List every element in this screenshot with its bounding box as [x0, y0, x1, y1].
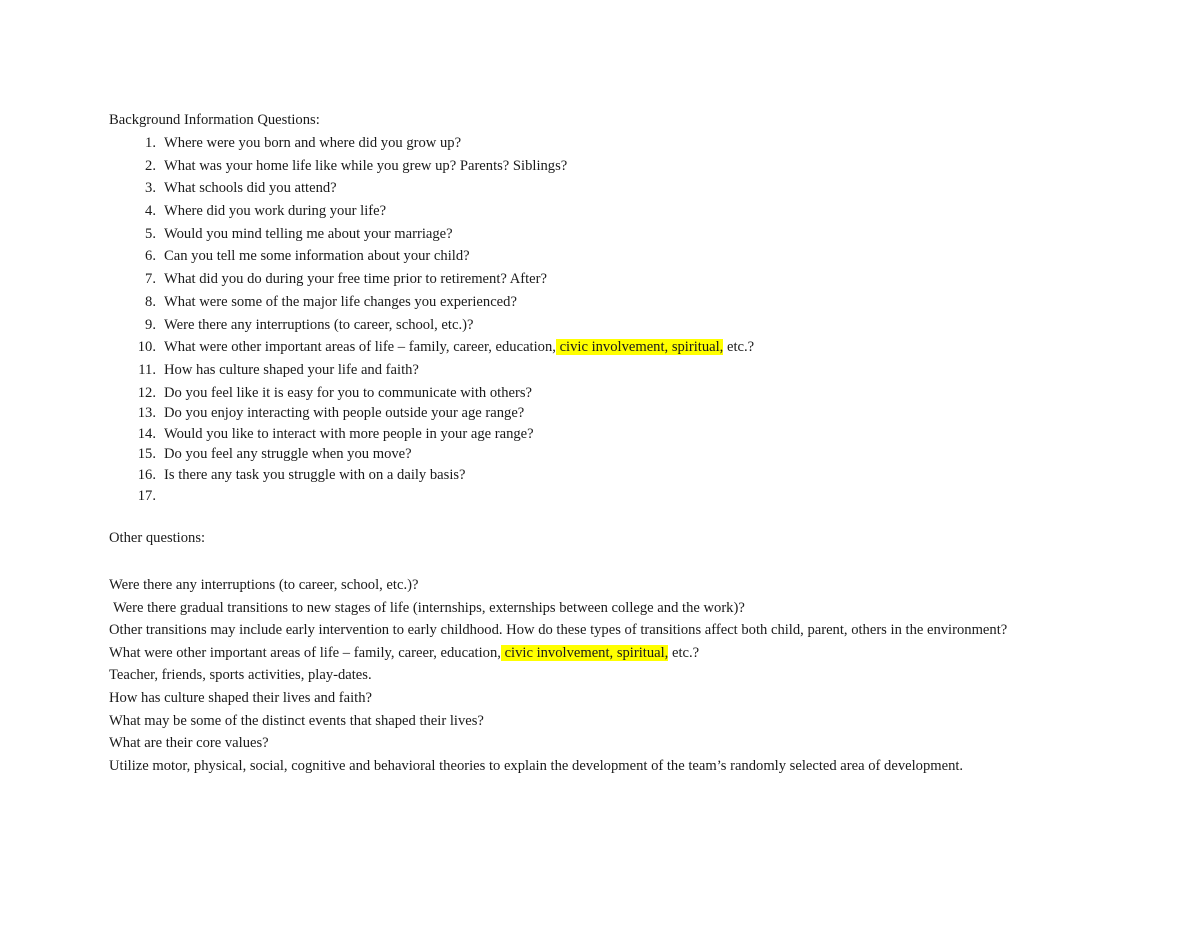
list-item	[109, 424, 1109, 445]
paragraph: Were there any interruptions (to career, school, etc.)?	[109, 577, 419, 593]
list-text: Do you feel like it is easy for you to communicate with others?	[164, 384, 532, 401]
list-number: 4.	[145, 203, 156, 220]
list-number: 7.	[145, 271, 156, 288]
other-questions-heading: Other questions:	[109, 530, 206, 546]
list-text: Would you like to interact with more people in your age range?	[164, 425, 534, 442]
list-text: Were there any interruptions (to career, school, etc.)?	[164, 316, 474, 333]
list-number: 17.	[137, 487, 156, 504]
list-text-before: What were other important areas of life – family, career, education,	[164, 339, 556, 356]
highlighted-text: civic involvement, spiritual,	[500, 644, 669, 661]
list-text: How has culture shaped your life and faith?	[164, 361, 419, 378]
list-text: What did you do during your free time prior to retirement? After?	[164, 271, 547, 288]
list-number: 9.	[145, 316, 156, 333]
background-question-list	[109, 133, 1109, 506]
list-item	[109, 360, 1109, 383]
list-item	[109, 465, 1109, 486]
list-number: 16.	[137, 466, 156, 483]
list-item	[109, 269, 1109, 292]
list-item	[109, 315, 1109, 338]
background-heading: Background Information Questions:	[109, 112, 320, 128]
paragraph: Other transitions may include early intervention to early childhood. How do these types of transitions affect both child, parent, others in the environment?	[109, 622, 1008, 639]
list-item	[109, 133, 1109, 156]
paragraph-text-after: etc.?	[668, 644, 700, 661]
list-number: 14.	[137, 425, 156, 442]
paragraph-text-before: What were other important areas of life – family, career, education,	[109, 644, 501, 661]
list-number: 5.	[145, 225, 156, 242]
list-number: 1.	[145, 135, 156, 151]
list-item	[109, 246, 1109, 269]
highlighted-text: civic involvement, spiritual,	[555, 339, 724, 356]
list-item	[109, 178, 1109, 201]
list-number: 10.	[137, 339, 156, 356]
list-item	[109, 383, 1109, 404]
list-text: Can you tell me some information about your child?	[164, 248, 470, 265]
list-text-after: etc.?	[723, 339, 755, 356]
list-text: Would you mind telling me about your marriage?	[164, 225, 453, 242]
paragraph: Teacher, friends, sports activities, play-dates.	[109, 667, 372, 684]
list-text: What were some of the major life changes you experienced?	[164, 293, 517, 310]
paragraph	[109, 642, 1099, 665]
list-number: 12.	[137, 384, 156, 401]
list-number: 8.	[145, 293, 156, 310]
list-number: 11.	[138, 361, 156, 378]
list-item	[109, 337, 1109, 360]
list-item	[109, 292, 1109, 315]
list-item	[109, 156, 1109, 179]
paragraph: What may be some of the distinct events that shaped their lives?	[109, 712, 484, 729]
list-number: 13.	[137, 405, 156, 422]
list-text: Is there any task you struggle with on a daily basis?	[164, 466, 466, 483]
list-text: What was your home life like while you grew up? Parents? Siblings?	[164, 157, 568, 174]
list-item	[109, 444, 1109, 465]
list-text: Do you enjoy interacting with people outside your age range?	[164, 405, 525, 422]
list-item	[109, 201, 1109, 224]
list-text: Where did you work during your life?	[164, 203, 387, 220]
list-item	[109, 486, 1109, 507]
list-item	[109, 224, 1109, 247]
paragraph: Utilize motor, physical, social, cognitive and behavioral theories to explain the development of the team’s randomly selected area of development.	[109, 757, 964, 774]
list-number: 3.	[145, 180, 156, 197]
list-number: 6.	[145, 248, 156, 265]
other-questions-list	[109, 574, 1099, 777]
list-number: 2.	[145, 157, 156, 174]
list-item	[109, 403, 1109, 424]
list-text: Where were you born and where did you grow up?	[164, 135, 462, 151]
paragraph: What are their core values?	[109, 735, 269, 752]
paragraph: Were there gradual transitions to new stages of life (internships, externships between college and the work)?	[113, 599, 745, 616]
list-number: 15.	[137, 446, 156, 463]
list-text: Do you feel any struggle when you move?	[164, 446, 412, 463]
list-text: What schools did you attend?	[164, 180, 337, 197]
list-text	[164, 337, 754, 357]
paragraph: How has culture shaped their lives and faith?	[109, 689, 373, 706]
